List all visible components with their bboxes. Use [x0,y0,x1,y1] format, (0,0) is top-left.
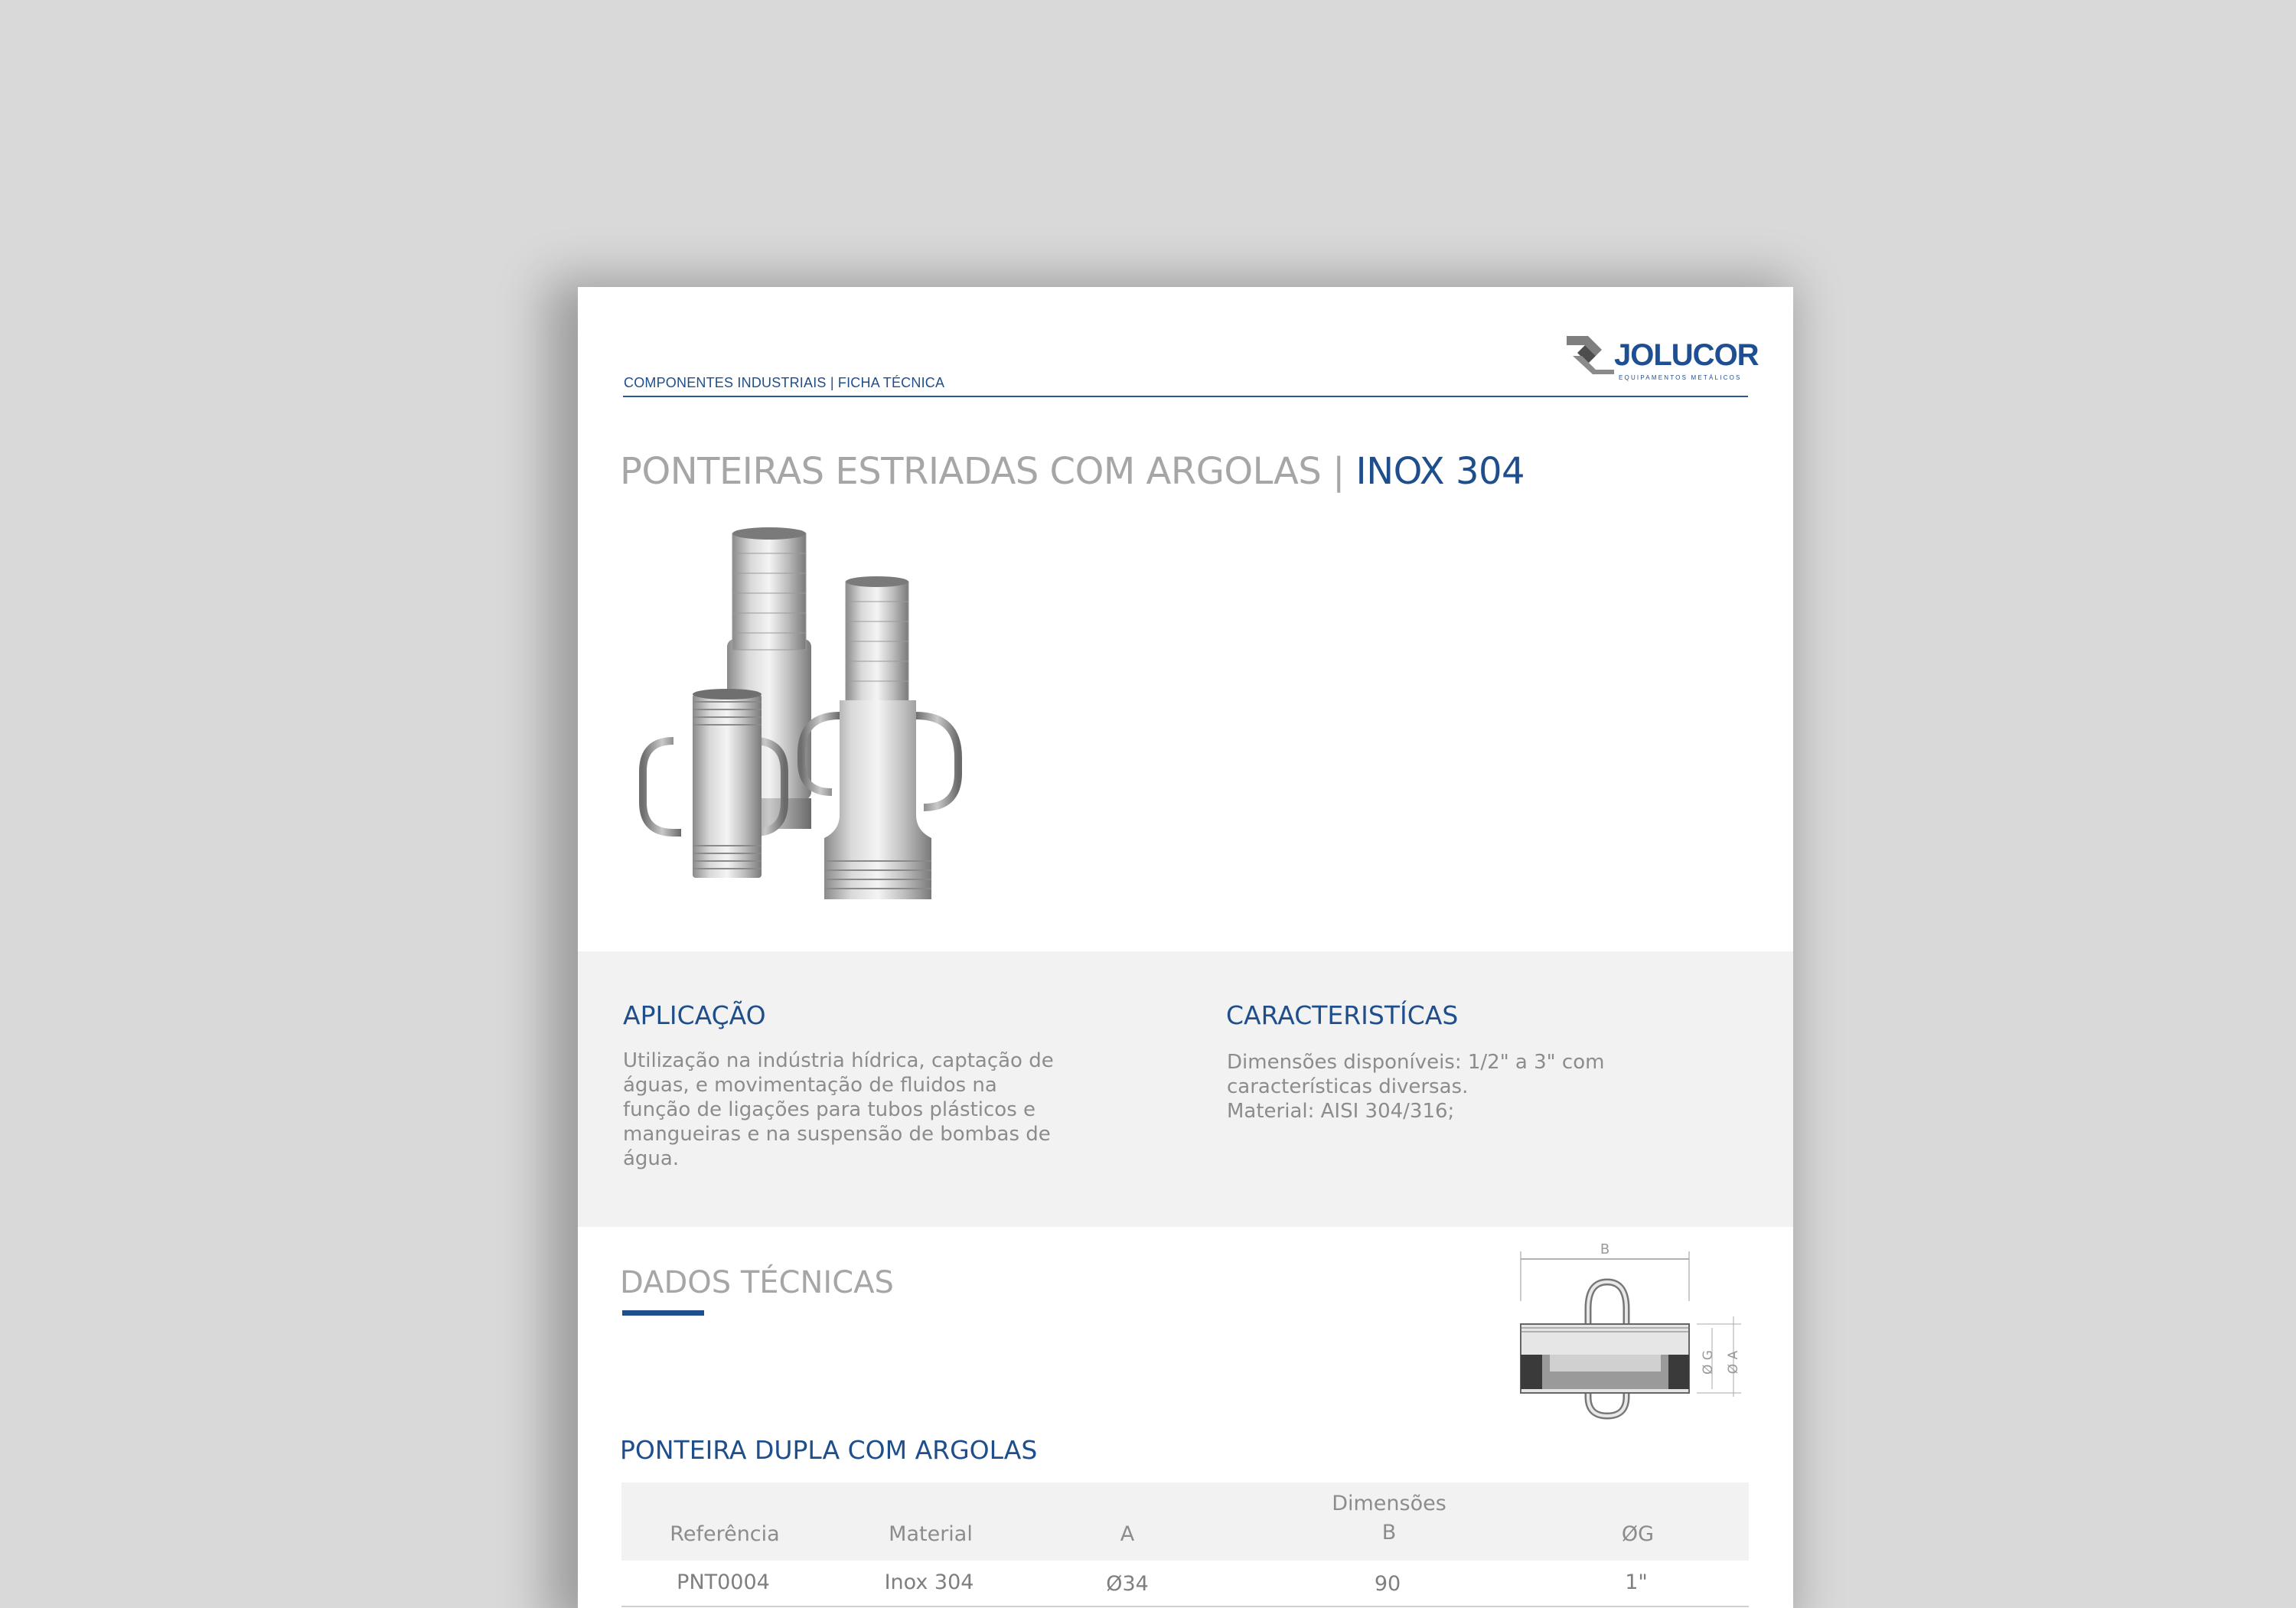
header-divider [623,396,1748,397]
document-page [578,287,1793,1608]
aplicacao-line: mangueiras e na suspensão de bombas de [623,1123,1051,1146]
column-header: ØG [1621,1522,1655,1546]
aplicacao-body [623,1049,1054,1171]
aplicacao-line: água. [623,1147,680,1170]
caracteristicas-title: CARACTERISTÍCAS [1226,1000,1459,1030]
diagram-label-b: B [1600,1241,1610,1257]
logo-tagline: EQUIPAMENTOS METÁLICOS [1619,374,1742,381]
caracteristicas-line: Material: AISI 304/316; [1227,1100,1455,1123]
company-logo [1565,333,1759,394]
title-main: PONTEIRAS ESTRIADAS COM ARGOLAS [620,450,1322,493]
aplicacao-title: APLICAÇÃO [623,1000,766,1030]
product-photo [639,524,1068,922]
column-header: B [1381,1521,1397,1544]
technical-diagram [1512,1240,1764,1424]
column-header: A [1120,1522,1135,1546]
caracteristicas-line: características diversas. [1227,1075,1469,1098]
logo-wordmark: JOLUCOR [1614,338,1759,372]
caracteristicas-line: Dimensões disponíveis: 1/2" a 3" com [1227,1051,1605,1074]
title-separator: | [1332,450,1345,493]
row-divider [621,1606,1749,1607]
table-cell: Inox 304 [884,1570,974,1594]
page-title [620,450,1525,493]
table-group-header: Dimensões [1332,1492,1446,1515]
logo-mark-icon [1565,333,1616,376]
document-subheader: COMPONENTES INDUSTRIAIS | FICHA TÉCNICA [624,375,945,390]
title-accent: INOX 304 [1355,450,1525,493]
aplicacao-line: Utilização na indústria hídrica, captação de [623,1049,1054,1072]
table-header-row [621,1482,1749,1561]
aplicacao-line: águas, e movimentação de fluidos na [623,1074,997,1097]
table-cell: PNT0004 [677,1570,770,1594]
aplicacao-line: função de ligações para tubos plásticos e [623,1098,1036,1121]
caracteristicas-body [1227,1050,1604,1124]
table-title: PONTEIRA DUPLA COM ARGOLAS [620,1435,1038,1465]
dados-title: DADOS TÉCNICAS [620,1265,894,1300]
table-cell: Ø34 [1106,1572,1149,1596]
column-header: Material [889,1522,973,1546]
diagram-label-a: Ø A [1726,1350,1741,1375]
dados-underline [622,1310,704,1316]
table-cell: 1" [1625,1570,1648,1594]
table-cell: 90 [1374,1572,1401,1596]
column-header: Referência [670,1522,780,1546]
diagram-label-g: Ø G [1701,1350,1716,1375]
